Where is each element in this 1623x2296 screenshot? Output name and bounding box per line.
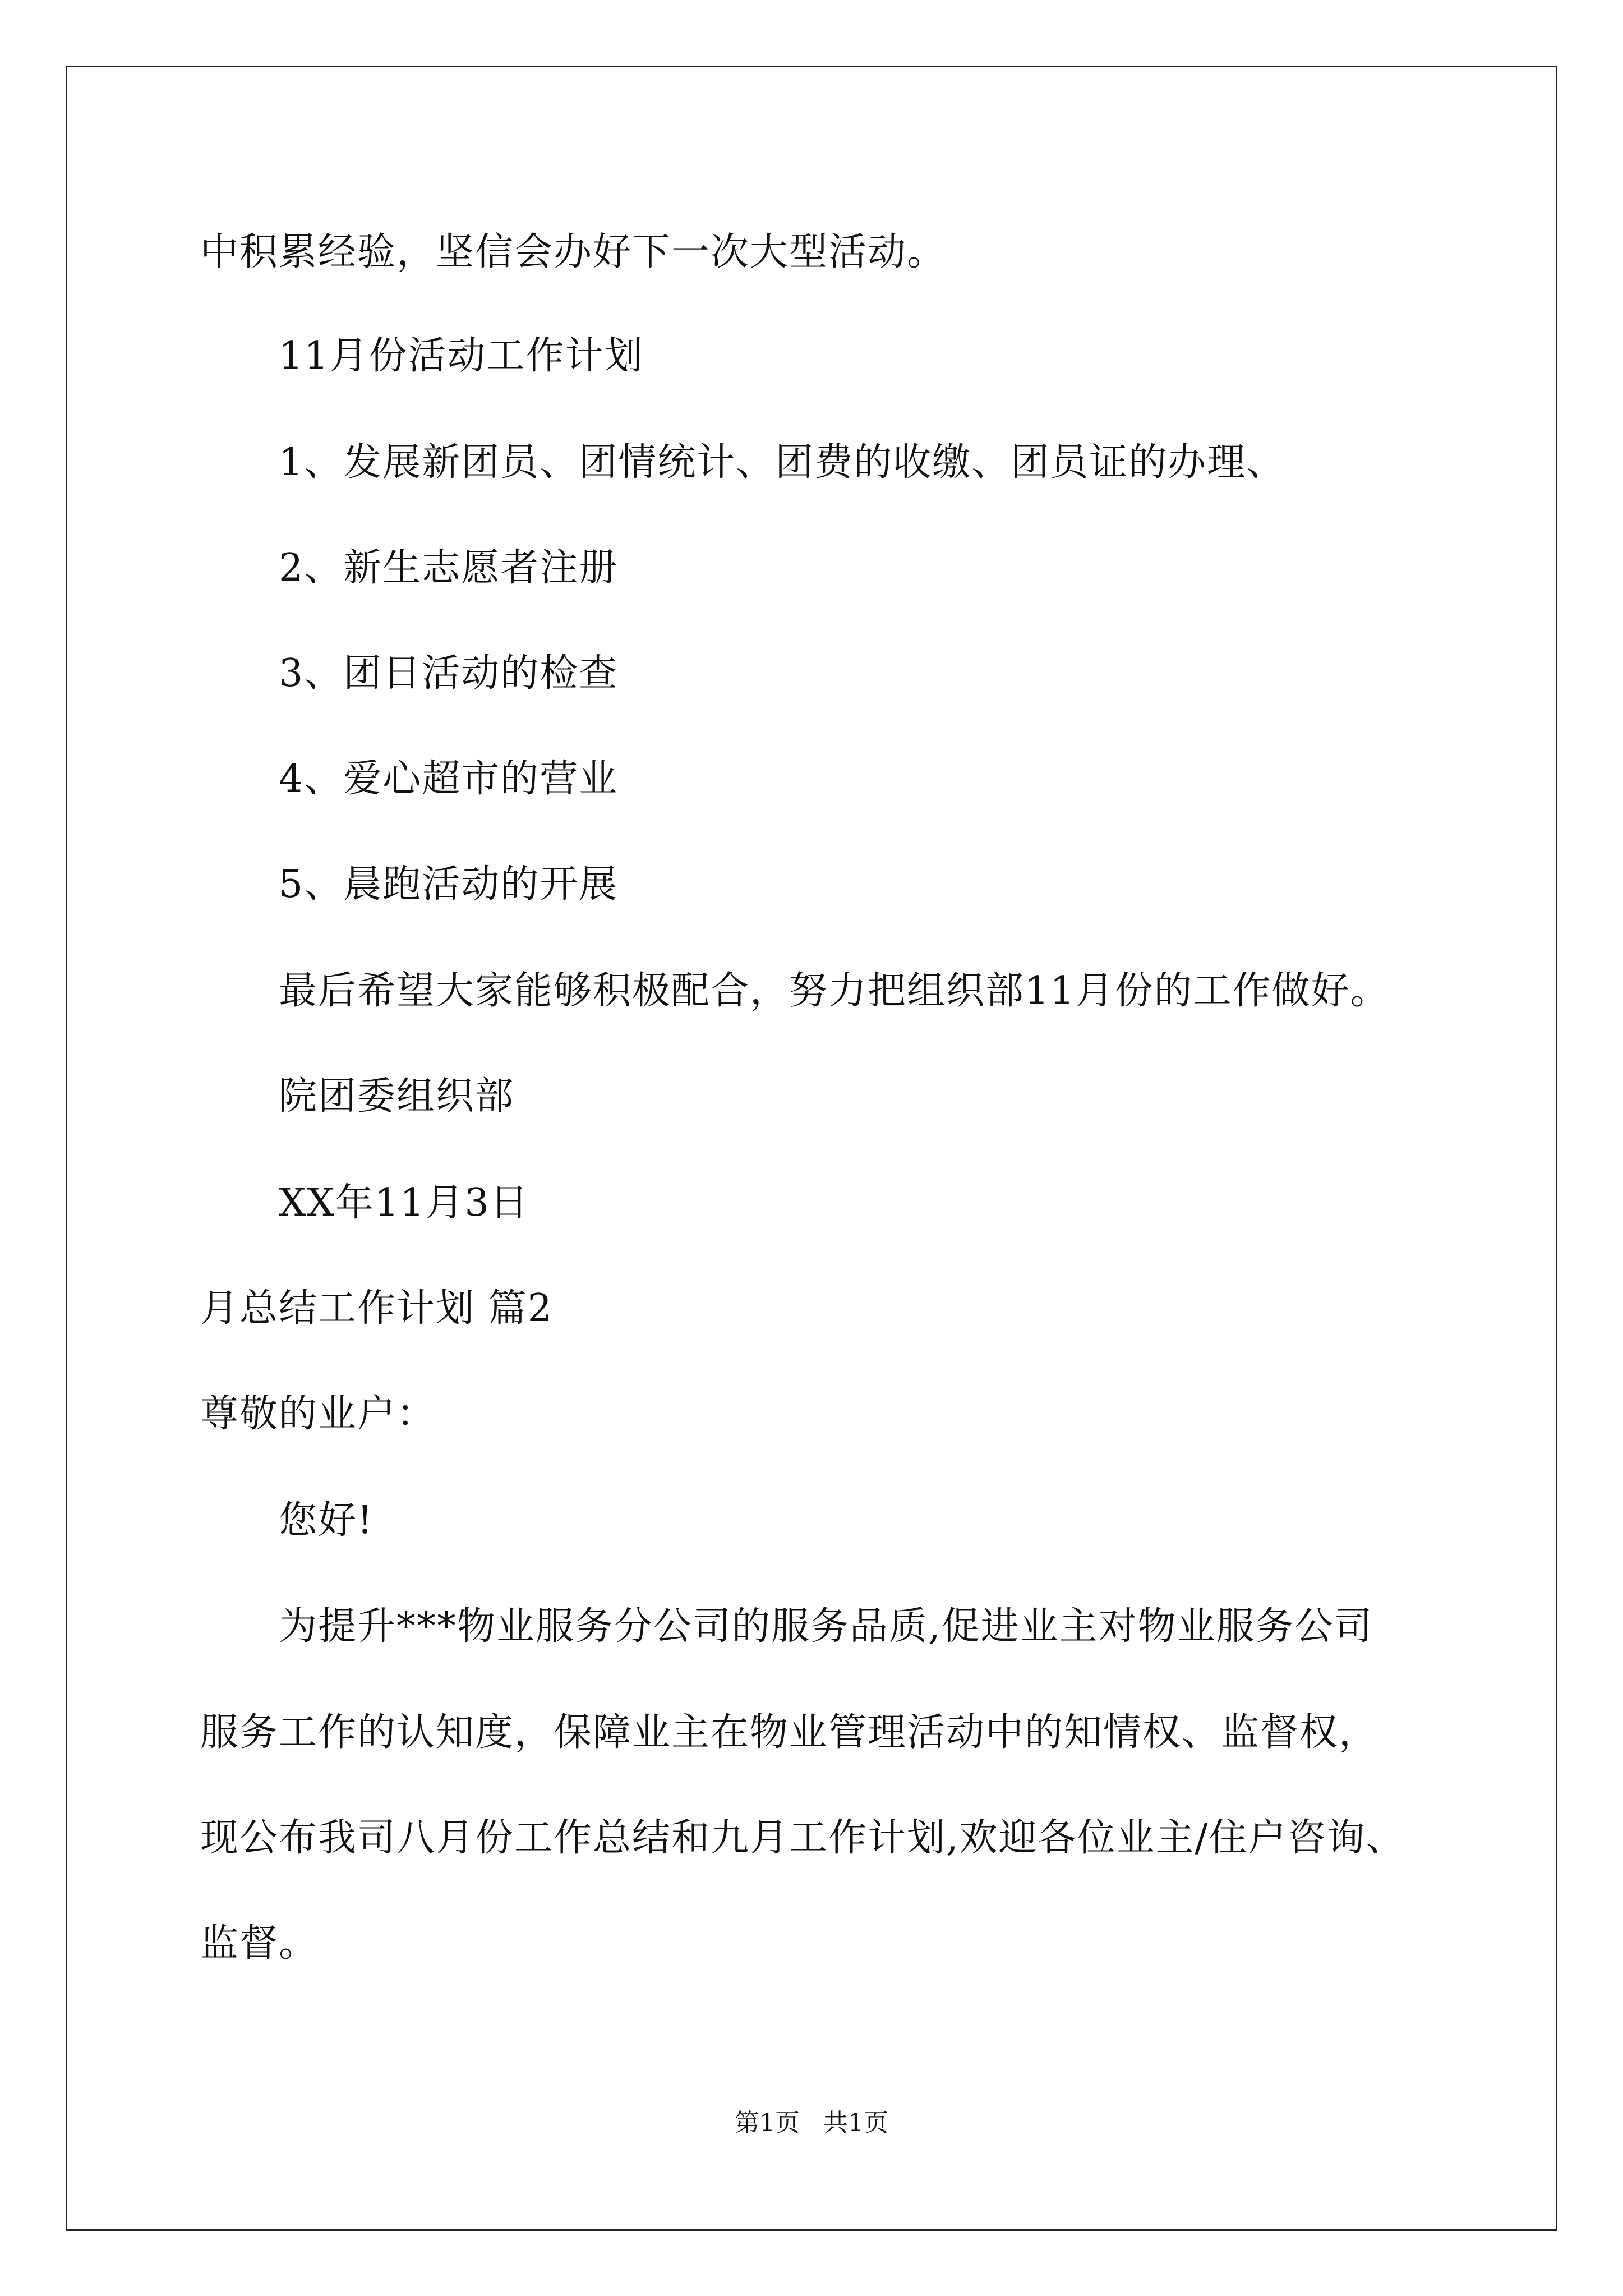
closing-paragraph: 最后希望大家能够积极配合，努力把组织部11月份的工作做好。 xyxy=(279,969,1390,1013)
section-heading: 11月份活动工作计划 xyxy=(279,334,644,378)
plan-item-1: 1、发展新团员、团情统计、团费的收缴、团员证的办理、 xyxy=(279,440,1286,485)
page-footer: 第1页 共1页 xyxy=(735,2109,888,2137)
page-border xyxy=(66,66,1557,2231)
plan-item-2: 2、新生志愿者注册 xyxy=(279,546,619,590)
body-paragraph-line-4: 监督。 xyxy=(200,1921,319,1966)
body-paragraph-line-1: 为提升***物业服务分公司的服务品质,促进业主对物业服务公司 xyxy=(279,1604,1373,1649)
signature-date: XX年11月3日 xyxy=(279,1181,529,1225)
plan-item-4: 4、爱心超市的营业 xyxy=(279,757,619,801)
plan-item-5: 5、晨跑活动的开展 xyxy=(279,862,619,907)
body-line-1: 中积累经验，坚信会办好下一次大型活动。 xyxy=(200,230,947,274)
signature-org: 院团委组织部 xyxy=(279,1074,515,1119)
greeting: 您好! xyxy=(279,1498,374,1543)
body-paragraph-line-2: 服务工作的认知度，保障业主在物业管理活动中的知情权、监督权， xyxy=(200,1710,1378,1755)
article-title: 月总结工作计划 篇2 xyxy=(200,1286,553,1331)
body-paragraph-line-3: 现公布我司八月份工作总结和九月工作计划,欢迎各位业主/住户咨询、 xyxy=(200,1816,1405,1860)
salutation: 尊敬的业户： xyxy=(200,1392,436,1436)
plan-item-3: 3、团日活动的检查 xyxy=(279,651,619,696)
